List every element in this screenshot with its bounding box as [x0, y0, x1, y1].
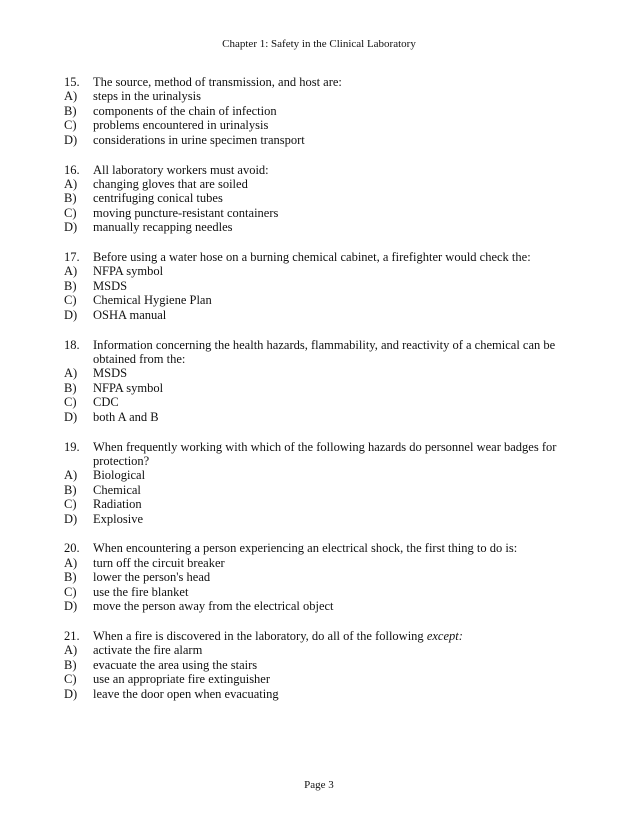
option-letter: C) [64, 584, 77, 599]
option-text: centrifuging conical tubes [93, 191, 223, 206]
option-letter: D) [64, 599, 78, 614]
option-text: Radiation [93, 497, 142, 512]
option-letter: B) [64, 482, 77, 497]
option-letter: D) [64, 307, 78, 322]
question-15 [64, 75, 584, 147]
question-number: 20. [64, 541, 80, 556]
option-text: Explosive [93, 511, 143, 526]
answer-option [64, 191, 584, 205]
question-stem [64, 629, 584, 643]
option-text: use the fire blanket [93, 584, 189, 599]
answer-option [64, 308, 584, 322]
page-number: Page 3 [304, 779, 334, 791]
answer-option [64, 366, 584, 380]
option-text: CDC [93, 395, 119, 410]
answer-option [64, 410, 584, 424]
question-stem [64, 250, 584, 264]
option-letter: B) [64, 380, 77, 395]
answer-option [64, 585, 584, 599]
option-text: both A and B [93, 409, 159, 424]
option-letter: D) [64, 409, 78, 424]
option-letter: A) [64, 264, 78, 279]
option-text: turn off the circuit breaker [93, 555, 225, 570]
answer-option [64, 104, 584, 118]
option-letter: C) [64, 395, 77, 410]
answer-option [64, 599, 584, 613]
option-letter: C) [64, 118, 77, 133]
option-text: manually recapping needles [93, 220, 233, 235]
answer-option [64, 89, 584, 103]
answer-option [64, 279, 584, 293]
answer-option [64, 658, 584, 672]
answer-option [64, 672, 584, 686]
question-text-main: When a fire is discovered in the laboratory, do all of the following [93, 629, 424, 643]
option-text: considerations in urine specimen transport [93, 132, 305, 147]
option-text: NFPA symbol [93, 264, 164, 279]
question-number: 18. [64, 337, 80, 352]
option-letter: B) [64, 657, 77, 672]
option-letter: D) [64, 511, 78, 526]
question-stem [64, 163, 584, 177]
question-emphasis: except: [426, 629, 463, 643]
answer-option [64, 381, 584, 395]
answer-option [64, 570, 584, 584]
answer-option [64, 556, 584, 570]
option-text: leave the door open when evacuating [93, 686, 279, 701]
question-text: The source, method of transmission, and host are: [93, 75, 342, 89]
option-text: problems encountered in urinalysis [93, 118, 269, 133]
question-text: When encountering a person experiencing an electrical shock, the first thing to do is: [93, 541, 518, 556]
option-text: Biological [93, 468, 146, 483]
question-number: 17. [64, 250, 80, 265]
question-stem [64, 75, 584, 89]
question-text: Before using a water hose on a burning chemical cabinet, a firefighter would check the: [93, 250, 531, 265]
answer-option [64, 177, 584, 191]
answer-option [64, 643, 584, 657]
question-21 [64, 629, 584, 701]
option-letter: B) [64, 103, 77, 118]
question-text: When frequently working with which of the following hazards do personnel wear badges for protection? [93, 439, 557, 468]
option-letter: A) [64, 89, 78, 104]
question-number: 16. [64, 162, 80, 177]
option-letter: A) [64, 643, 78, 658]
option-letter: A) [64, 176, 78, 191]
option-letter: B) [64, 191, 77, 206]
page-header: Chapter 1: Safety in the Clinical Laboratory [222, 38, 416, 50]
option-letter: D) [64, 220, 78, 235]
question-number: 19. [64, 439, 80, 454]
option-letter: D) [64, 686, 78, 701]
option-text: Chemical [93, 482, 141, 497]
option-text: move the person away from the electrical object [93, 599, 334, 614]
option-letter: B) [64, 278, 77, 293]
option-letter: C) [64, 672, 77, 687]
option-letter: A) [64, 555, 78, 570]
option-text: changing gloves that are soiled [93, 176, 248, 191]
question-16 [64, 163, 584, 235]
option-text: OSHA manual [93, 307, 167, 322]
question-17 [64, 250, 584, 322]
answer-option [64, 687, 584, 701]
option-text: activate the fire alarm [93, 643, 203, 658]
question-text: Information concerning the health hazards, flammability, and reactivity of a chemical can be obtained from the: [93, 337, 556, 366]
question-20 [64, 541, 584, 613]
question-stem [64, 541, 584, 555]
answer-option [64, 220, 584, 234]
option-text: moving puncture-resistant containers [93, 205, 279, 220]
option-text: NFPA symbol [93, 380, 164, 395]
option-letter: B) [64, 570, 77, 585]
option-text: steps in the urinalysis [93, 89, 201, 104]
question-stem [64, 440, 584, 469]
answer-option [64, 395, 584, 409]
option-letter: A) [64, 468, 78, 483]
option-text: evacuate the area using the stairs [93, 657, 258, 672]
question-text [93, 629, 463, 643]
option-letter: C) [64, 205, 77, 220]
option-text: MSDS [93, 278, 128, 293]
answer-option [64, 118, 584, 132]
question-stem [64, 338, 584, 367]
question-number: 15. [64, 75, 80, 89]
answer-option [64, 264, 584, 278]
answer-option [64, 206, 584, 220]
answer-option [64, 293, 584, 307]
question-18 [64, 338, 584, 424]
question-number: 21. [64, 629, 80, 643]
option-text: Chemical Hygiene Plan [93, 293, 212, 308]
option-letter: A) [64, 366, 78, 381]
answer-option [64, 468, 584, 482]
option-letter: D) [64, 132, 78, 147]
option-letter: C) [64, 497, 77, 512]
option-text: lower the person's head [93, 570, 211, 585]
question-19 [64, 440, 584, 526]
answer-option [64, 497, 584, 511]
answer-option [64, 512, 584, 526]
option-letter: C) [64, 293, 77, 308]
option-text: use an appropriate fire extinguisher [93, 672, 271, 687]
answer-option [64, 483, 584, 497]
question-list [64, 75, 584, 717]
question-text: All laboratory workers must avoid: [93, 162, 269, 177]
option-text: components of the chain of infection [93, 103, 277, 118]
answer-option [64, 133, 584, 147]
option-text: MSDS [93, 366, 128, 381]
